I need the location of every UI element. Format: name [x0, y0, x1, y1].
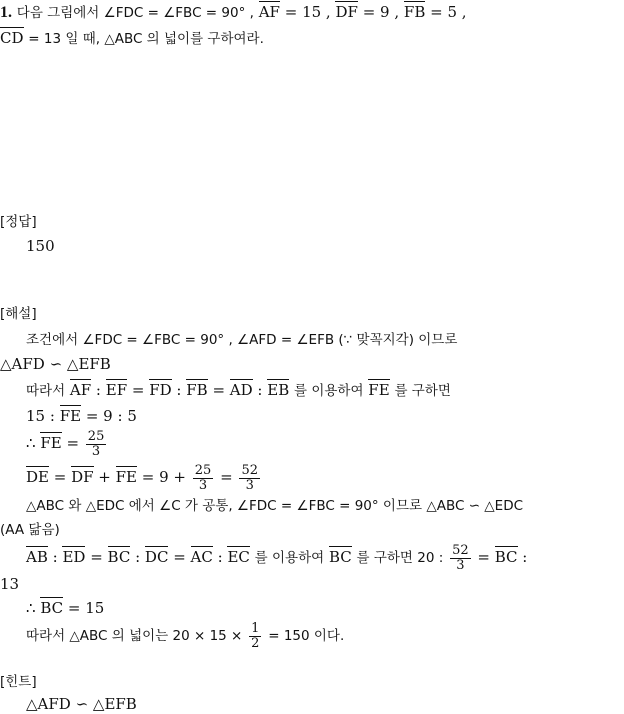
solution-header: [해설]	[0, 306, 37, 322]
fraction-de: $\frac{52}{3}$	[241, 462, 258, 493]
solution-line-8: (AA 닮음)	[0, 522, 60, 538]
problem-line-1: 1. 다음 그림에서 ∠FDC = ∠FBC = 90° , AF = 15 , DF = 9 , FB = 5 ,	[0, 3, 467, 21]
hint-text: △AFD ∽ △EFB	[26, 695, 137, 713]
solution-line-11: ∴ BC = 15	[26, 599, 105, 617]
fraction-half: $\frac{1}{2}$	[251, 620, 260, 651]
problem-text: 다음 그림에서 ∠FDC = ∠FBC = 90° ,	[16, 5, 254, 21]
solution-line-1: 조건에서 ∠FDC = ∠FBC = 90° , ∠AFD = ∠EFB (∵ 맞꼭지각) 이므로	[26, 332, 458, 348]
segment-df: DF	[335, 3, 358, 21]
solution-line-3: 따라서 AF : EF = FD : FB = AD : EB 를 이용하여 FE 를 구하면	[26, 381, 451, 399]
answer-header: [정답]	[0, 214, 37, 230]
hint-header: [힌트]	[0, 674, 37, 690]
solution-line-7: △ABC 와 △EDC 에서 ∠C 가 공통, ∠FDC = ∠FBC = 90° 이므로 △ABC ∽ △EDC	[26, 498, 524, 514]
problem-number: 1.	[0, 4, 12, 21]
problem-line-2: CD = 13 일 때, △ABC 의 넓이를 구하여라.	[0, 29, 264, 47]
solution-line-2: △AFD ∽ △EFB	[0, 355, 111, 373]
solution-line-10: 13	[0, 575, 20, 593]
answer-value: 150	[26, 237, 55, 255]
segment-af: AF	[258, 3, 280, 21]
solution-line-4: 15 : FE = 9 : 5	[26, 407, 137, 425]
solution-line-6: DE = DF + FE = 9 + $\frac{25}{3}$ = $\frac{52}{3}$	[26, 462, 258, 493]
solution-line-12: 따라서 △ABC 의 넓이는 20 × 15 × $\frac{1}{2}$ = 150 이다.	[26, 620, 345, 651]
solution-line-9: AB : ED = BC : DC = AC : EC 를 이용하여 BC 를 구하면 20 : $\frac{52}{3}$ = BC :	[26, 542, 528, 573]
fraction-fe: $\frac{25}{3}$	[87, 428, 105, 459]
solution-line-5: ∴ FE = $\frac{25}{3}$	[26, 428, 105, 459]
segment-cd: CD	[0, 29, 24, 47]
segment-fb: FB	[403, 3, 426, 21]
